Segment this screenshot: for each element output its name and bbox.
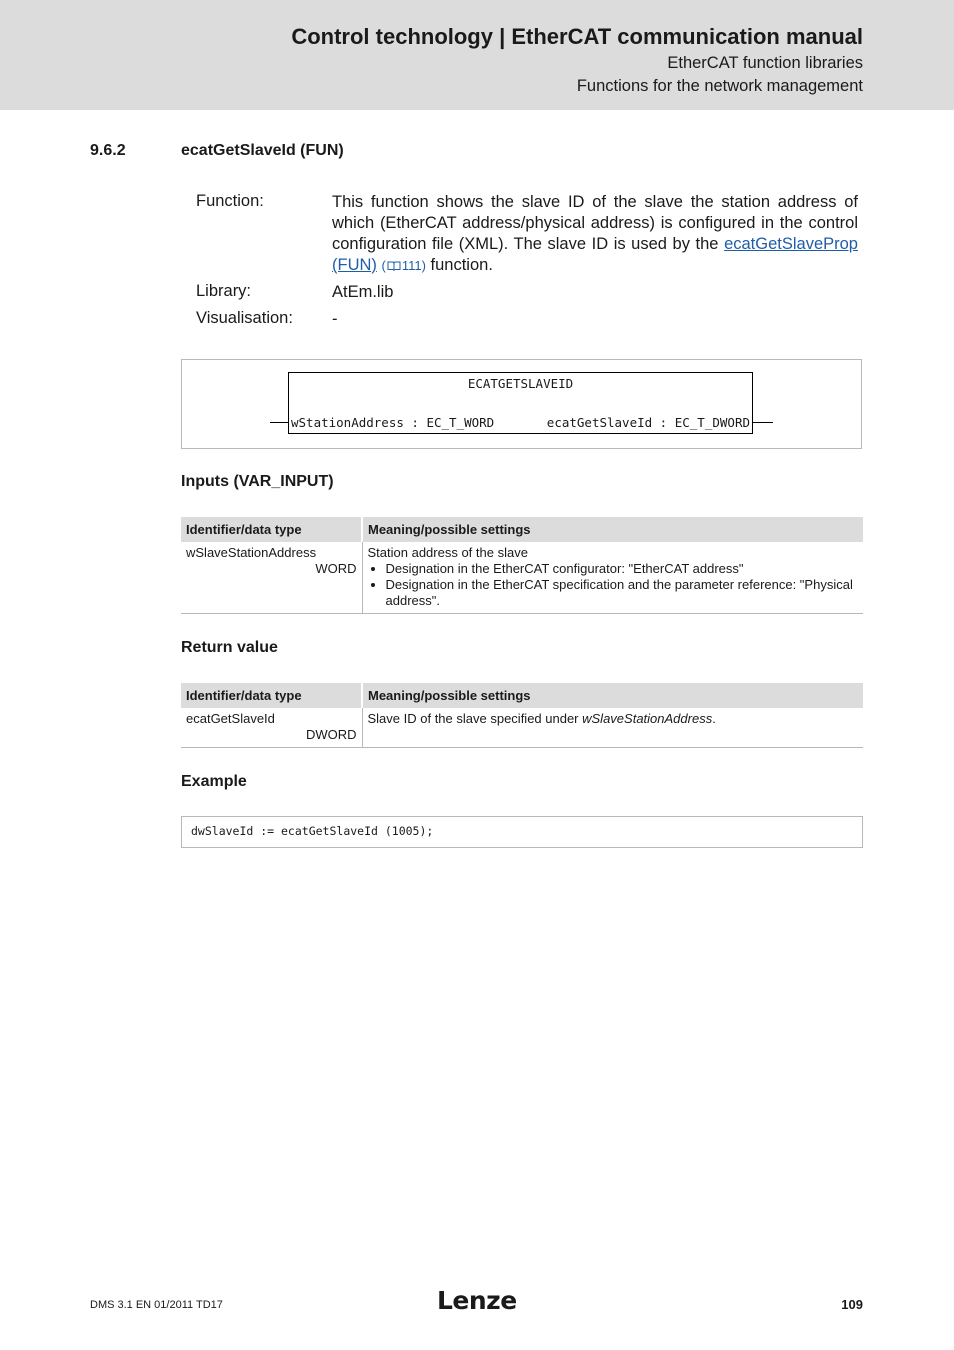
code-example: dwSlaveId := ecatGetSlaveId (1005); <box>191 824 434 838</box>
visualisation-value: - <box>332 310 338 328</box>
inputs-col-meaning: Meaning/possible settings <box>362 517 863 542</box>
meaning-cell <box>362 542 863 614</box>
visualisation-label: Visualisation: <box>196 309 293 327</box>
function-description <box>332 192 858 276</box>
lenze-logo: Lenze <box>437 1286 517 1315</box>
meaning-text: Slave ID of the slave specified under <box>367 711 583 726</box>
page-reference-number: 111) <box>401 258 426 273</box>
example-heading: Example <box>181 773 247 790</box>
return-col-meaning: Meaning/possible settings <box>362 683 863 708</box>
return-value-heading: Return value <box>181 639 278 656</box>
inputs-table <box>181 517 863 614</box>
list-item: • Designation in the EtherCAT configurator: "EtherCAT address" <box>386 561 859 577</box>
function-text-before: This function shows the slave ID of the slave the station address of which (EtherCAT address/physical address) is configured in the control configuration file (XML). The slave ID is used by the <box>332 193 858 253</box>
section-group-title: Functions for the network management <box>576 77 863 95</box>
meaning-parameter: wSlaveStationAddress <box>582 711 713 726</box>
meaning-end: . <box>712 711 716 726</box>
library-label: Library: <box>196 282 252 300</box>
inputs-heading: Inputs (VAR_INPUT) <box>181 473 334 490</box>
identifier-type: WORD <box>315 561 357 576</box>
footer-document-id: DMS 3.1 EN 01/2011 TD17 <box>90 1299 223 1311</box>
identifier-cell <box>181 542 362 614</box>
function-text-after: function. <box>430 256 493 274</box>
ecatgetslaveprop-link[interactable]: ecatGetSlaveProp (FUN) <box>332 235 858 274</box>
page-reference[interactable] <box>382 258 426 273</box>
page-reference-open: ( <box>381 258 386 273</box>
identifier-cell <box>181 708 362 748</box>
meaning-text: Station address of the slave <box>367 545 528 560</box>
identifier-type: DWORD <box>305 727 357 742</box>
meaning-cell <box>362 708 863 748</box>
function-block <box>288 372 753 434</box>
table-row <box>181 542 863 614</box>
section-number: 9.6.2 <box>90 142 126 159</box>
table-row <box>181 708 863 748</box>
return-value-table <box>181 683 863 748</box>
meaning-bullets <box>368 561 859 609</box>
identifier-name: wSlaveStationAddress <box>186 545 317 560</box>
list-item: • Designation in the EtherCAT specification and the parameter reference: "Physical address". <box>386 577 859 609</box>
function-label: Function: <box>196 192 264 210</box>
code-example-box <box>181 816 863 848</box>
chapter-title: EtherCAT function libraries <box>667 54 863 72</box>
function-block-output: ecatGetSlaveId : EC_T_DWORD <box>546 415 750 430</box>
book-icon <box>387 261 401 271</box>
function-block-input: wStationAddress : EC_T_WORD <box>291 415 495 430</box>
function-block-name: ECATGETSLAVEID <box>467 376 574 391</box>
output-connector-line <box>753 422 773 423</box>
inputs-col-identifier: Identifier/data type <box>181 517 362 542</box>
return-col-identifier: Identifier/data type <box>181 683 362 708</box>
page-number: 109 <box>841 1297 863 1312</box>
input-connector-line <box>270 422 288 423</box>
document-title: Control technology | EtherCAT communication manual <box>291 24 863 49</box>
section-title: ecatGetSlaveId (FUN) <box>181 142 344 159</box>
identifier-name: ecatGetSlaveId <box>186 711 275 726</box>
library-value: AtEm.lib <box>332 283 394 301</box>
